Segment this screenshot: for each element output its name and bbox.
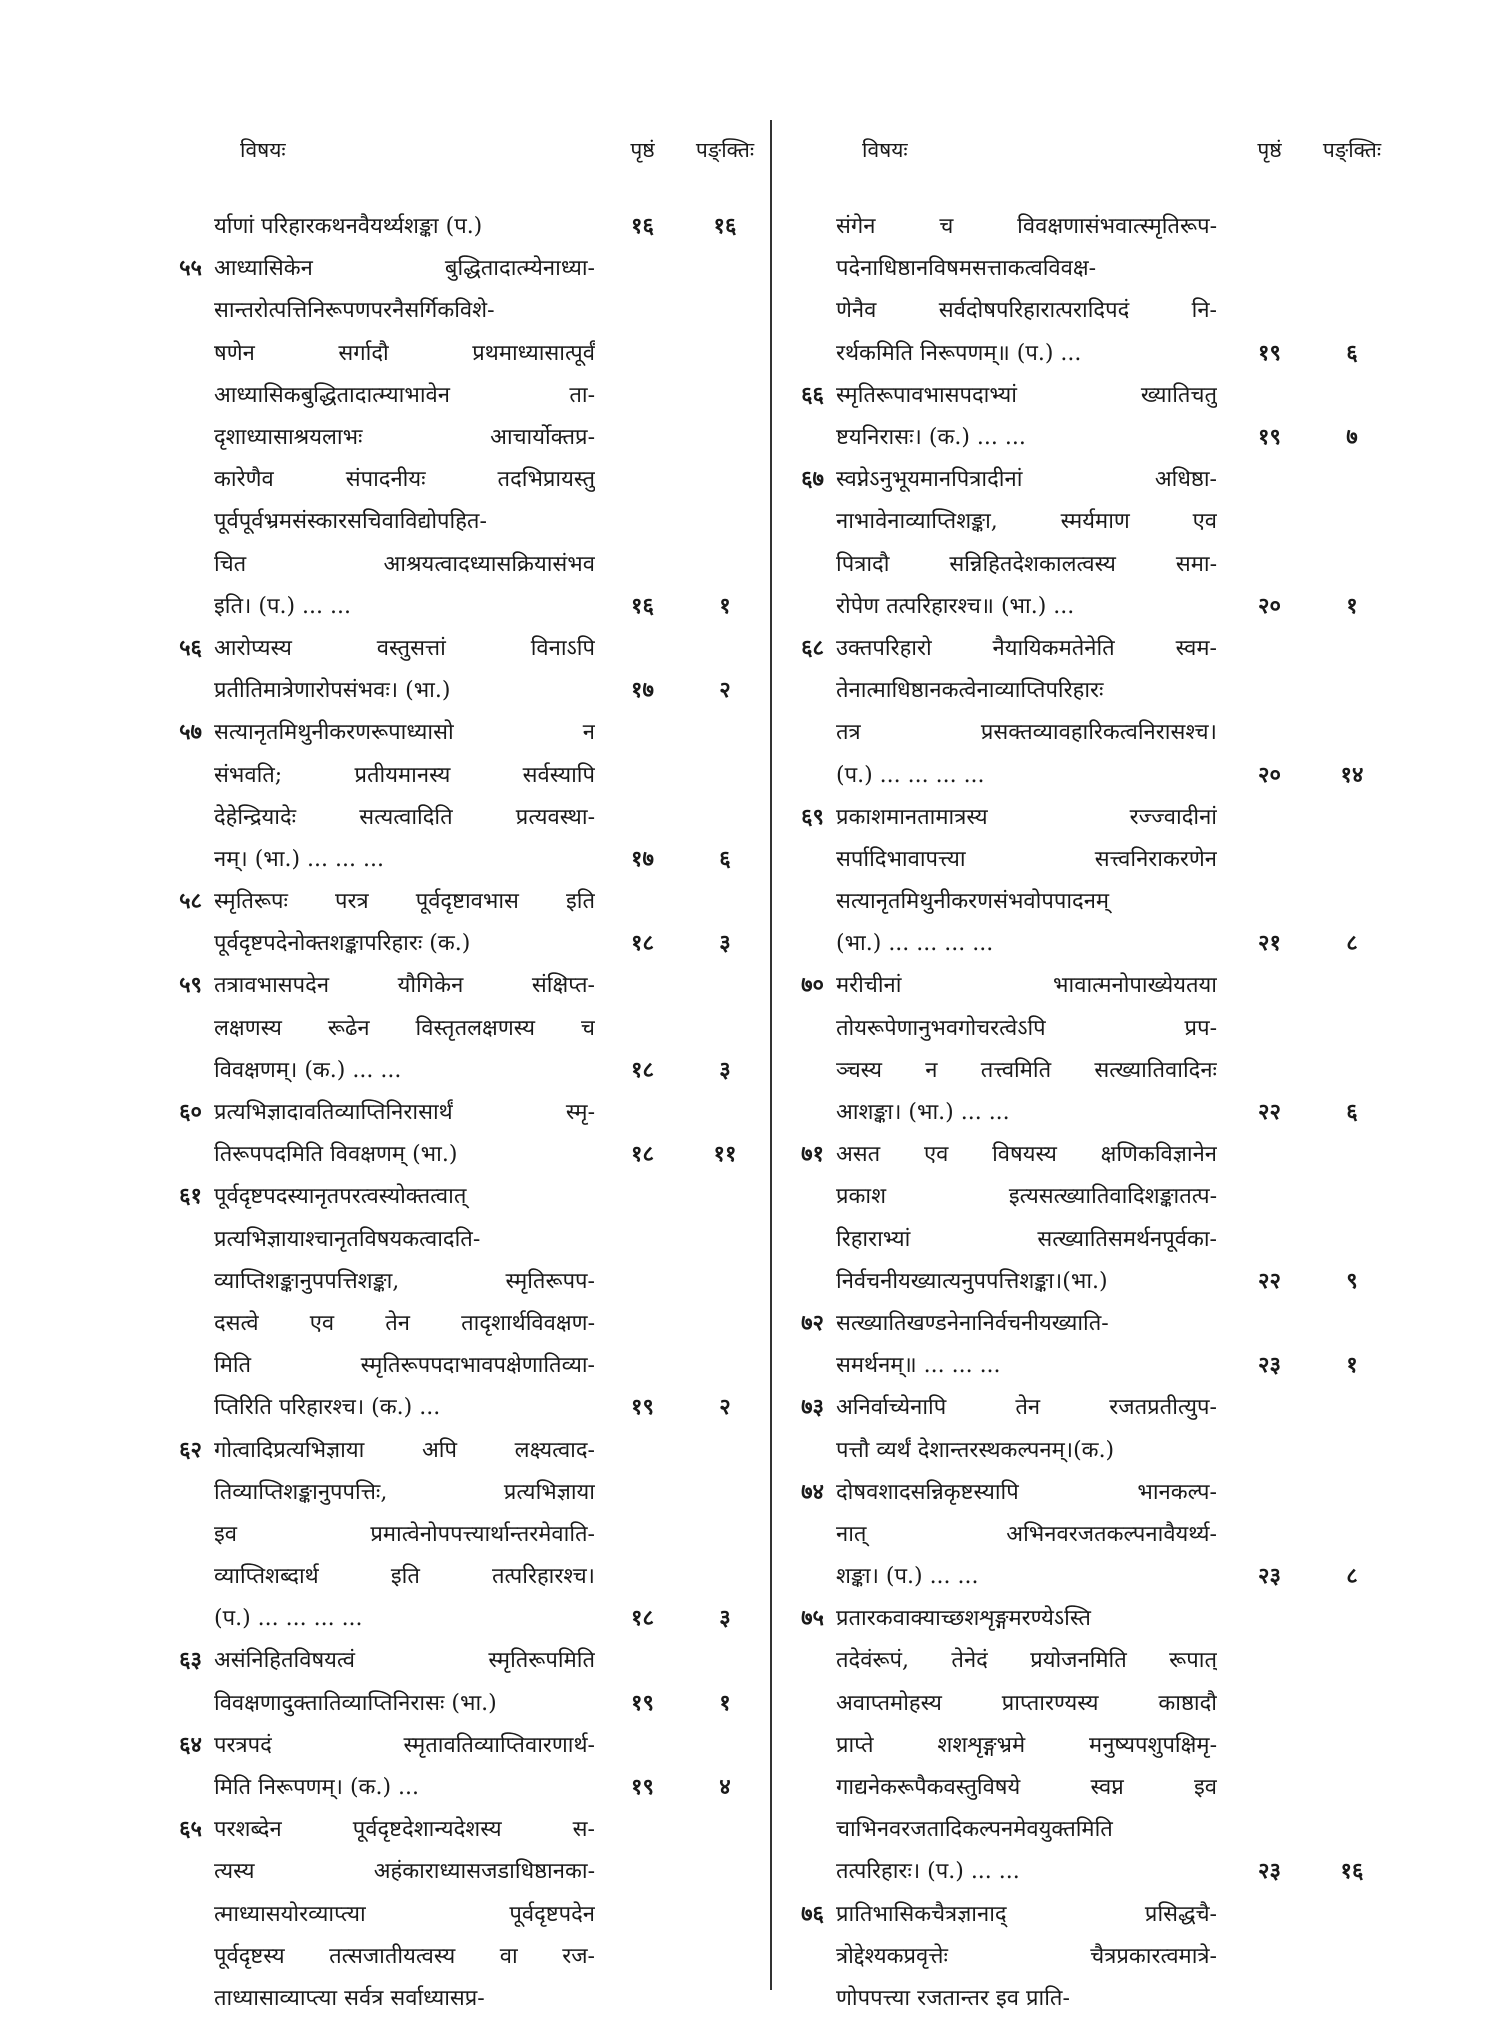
page-number: १८ <box>631 930 654 957</box>
entry-line <box>140 1132 760 1174</box>
entry-line <box>140 288 760 330</box>
page-number: १९ <box>631 1394 654 1421</box>
page-number: २३ <box>1258 1352 1281 1379</box>
entry-text: गाद्यनेकरूपैकवस्तुविषये स्वप्न इव <box>836 1775 1217 1801</box>
entry-text: षणेन सर्गादौ प्रथमाध्यासात्पूर्वं <box>214 340 595 366</box>
entry-text: चाभिनवरजतादिकल्पनमेवयुक्तमिति <box>836 1817 1113 1843</box>
page-number: २० <box>1258 761 1281 788</box>
line-number: ७ <box>1346 424 1358 451</box>
entry-line <box>140 1723 760 1765</box>
entry-line <box>782 837 1382 879</box>
entry-line <box>140 1090 760 1132</box>
entry-number: ६४ <box>179 1731 202 1758</box>
entry-line <box>782 1048 1382 1090</box>
page-number: १८ <box>631 1056 654 1083</box>
line-number: ३ <box>719 1056 731 1083</box>
entry-text: सत्यानृतमिथुनीकरणसंभवोपपादनम् <box>836 889 1110 915</box>
entry-line <box>140 373 760 415</box>
page-number: १९ <box>1258 339 1281 366</box>
entry-number: ५५ <box>179 255 202 282</box>
entry-line <box>140 542 760 584</box>
line-number: ८ <box>1346 930 1358 957</box>
entry-text: तोयरूपेणानुभवगोचरत्वेऽपि प्रप- <box>836 1015 1217 1041</box>
page-number: १९ <box>631 1774 654 1801</box>
entry-line <box>782 1512 1382 1554</box>
entry-line <box>782 1427 1382 1469</box>
line-number: २ <box>719 677 731 704</box>
entry-text: परत्रपदं स्मृतावतिव्याप्तिवारणार्थ- <box>214 1732 595 1758</box>
entry-line <box>782 710 1382 752</box>
entry-text: रर्थकमिति निरूपणम्॥ (प.) ... <box>836 340 1082 366</box>
left-entries <box>140 204 760 2018</box>
entry-text: पूर्वपूर्वभ्रमसंस्कारसचिवाविद्योपहित- <box>214 509 487 535</box>
entry-text: स्मृतिरूपः परत्र पूर्वदृष्टावभास इति <box>214 889 595 915</box>
entry-text: तत्रावभासपदेन यौगिकेन संक्षिप्त- <box>214 973 595 999</box>
page-number: २१ <box>1258 930 1281 957</box>
entry-text: प्तिरिति परिहारश्च। (क.) ... <box>214 1395 441 1421</box>
entry-text: त्माध्यासयोरव्याप्त्या पूर्वदृष्टपदेन <box>214 1901 595 1927</box>
entry-text: कारेणैव संपादनीयः तदभिप्रायस्तु <box>214 467 595 493</box>
line-heading: पङ्क्तिः <box>1322 138 1382 162</box>
entry-line <box>140 668 760 710</box>
entry-line <box>140 1554 760 1596</box>
entry-text: त्रोद्देश्यकप्रवृत्तेः चैत्रप्रकारत्वमात्रे- <box>836 1943 1217 1969</box>
line-number: १४ <box>1340 761 1364 788</box>
entry-line <box>140 1596 760 1638</box>
entry-line <box>782 879 1382 921</box>
entry-text: देहेन्द्रियादेः सत्यत्वादिति प्रत्यवस्था- <box>214 804 595 830</box>
page-number: १९ <box>631 1689 654 1716</box>
entry-line <box>140 1259 760 1301</box>
entry-text: विवक्षणम्। (क.) ... ... <box>214 1057 402 1083</box>
entry-text: स्वप्नेऽनुभूयमानपित्रादीनां अधिष्ठा- <box>836 467 1217 493</box>
entry-text: पदेनाधिष्ठानविषमसत्ताकत्वविवक्ष- <box>836 256 1097 282</box>
entry-text: विवक्षणादुक्तातिव्याप्तिनिरासः (भा.) <box>214 1690 497 1716</box>
entry-text: चित आश्रयत्वादध्यासक्रियासंभव <box>214 551 595 577</box>
line-number: ३ <box>719 1605 731 1632</box>
entry-line <box>782 1554 1382 1596</box>
entry-line <box>140 626 760 668</box>
entry-line <box>782 204 1382 246</box>
entry-text: सत्यानृतमिथुनीकरणरूपाध्यासो न <box>214 720 595 746</box>
entry-line <box>782 1301 1382 1343</box>
entry-text: निर्वचनीयख्यात्यनुपपत्तिशङ्का।(भा.) <box>836 1268 1108 1294</box>
entry-line <box>782 1807 1382 1849</box>
entry-text: अवाप्तमोहस्य प्राप्तारण्यस्य काष्ठादौ <box>836 1690 1217 1716</box>
page-number: १८ <box>631 1605 654 1632</box>
entry-line <box>140 879 760 921</box>
entry-text: दृशाध्यासाश्रयलाभः आचार्योक्तप्र- <box>214 425 595 451</box>
entry-line <box>782 1849 1382 1891</box>
entry-line <box>140 457 760 499</box>
entry-text: अनिर्वाच्येनापि तेन रजतप्रतीत्युप- <box>836 1395 1217 1421</box>
entry-text: ष्टयनिरासः। (क.) ... ... <box>836 425 1026 451</box>
entry-line <box>140 1385 760 1427</box>
entry-text: (प.) ... ... ... ... <box>836 762 985 788</box>
entry-text: समर्थनम्॥ ... ... ... <box>836 1353 1001 1379</box>
entry-line <box>140 963 760 1005</box>
entry-line <box>782 584 1382 626</box>
entry-line <box>782 668 1382 710</box>
entry-line <box>782 415 1382 457</box>
entry-line <box>140 1470 760 1512</box>
entry-text: नाभावेनाव्याप्तिशङ्का, स्मर्यमाण एव <box>836 509 1217 535</box>
entry-line <box>782 1470 1382 1512</box>
entry-line <box>140 1765 760 1807</box>
entry-text: प्रातिभासिकचैत्रज्ञानाद् प्रसिद्धचै- <box>836 1901 1217 1927</box>
entry-text: लक्षणस्य रूढेन विस्तृतलक्षणस्य च <box>214 1015 595 1041</box>
entry-line <box>782 1343 1382 1385</box>
line-number: १ <box>1346 1352 1358 1379</box>
entry-number: ६९ <box>801 803 824 830</box>
entry-text: स्मृतिरूपावभासपदाभ्यां ख्यातिचतु <box>836 382 1217 408</box>
entry-text: इति। (प.) ... ... <box>214 593 351 619</box>
entry-text: मिति निरूपणम्। (क.) ... <box>214 1775 420 1801</box>
entry-text: पत्तौ व्यर्थं देशान्तरस्थकल्पनम्।(क.) <box>836 1437 1115 1463</box>
entry-text: संभवति; प्रतीयमानस्य सर्वस्यापि <box>214 762 595 788</box>
entry-text: तदेवंरूपं, तेनेदं प्रयोजनमिति रूपात् <box>836 1648 1217 1674</box>
entry-text: संगेन च विवक्षणासंभवात्स्मृतिरूप- <box>836 214 1217 240</box>
entry-text: णेनैव सर्वदोषपरिहारात्परादिपदं नि- <box>836 298 1217 324</box>
entry-text: व्याप्तिशङ्कानुपपत्तिशङ्का, स्मृतिरूपप- <box>214 1268 595 1294</box>
entry-line <box>782 1681 1382 1723</box>
entry-text: रोपेण तत्परिहारश्च॥ (भा.) ... <box>836 593 1075 619</box>
entry-line <box>140 415 760 457</box>
line-number: १६ <box>1340 1858 1364 1885</box>
line-number: ८ <box>1346 1563 1358 1590</box>
entry-line <box>140 331 760 373</box>
page-number: १६ <box>631 213 654 240</box>
entry-line <box>782 288 1382 330</box>
subject-heading: विषयः <box>240 138 286 162</box>
entry-number: ५६ <box>179 634 202 661</box>
entry-text: सर्पादिभावापत्त्या सत्त्वनिराकरणेन <box>836 846 1217 872</box>
entry-line <box>782 373 1382 415</box>
entry-text: परशब्देन पूर्वदृष्टदेशान्यदेशस्य स- <box>214 1817 595 1843</box>
entry-text: सत्ख्यातिखण्डनेनानिर्वचनीयख्याति- <box>836 1310 1109 1336</box>
entry-line <box>140 1512 760 1554</box>
entry-text: (भा.) ... ... ... ... <box>836 931 994 957</box>
entry-line <box>782 1892 1382 1934</box>
subject-heading: विषयः <box>862 138 908 162</box>
line-number: १ <box>719 592 731 619</box>
entry-number: ६७ <box>801 466 824 493</box>
page-number: १६ <box>631 592 654 619</box>
entry-text: प्रकाशमानतामात्रस्य रज्ज्वादीनां <box>836 804 1217 830</box>
entry-text: (प.) ... ... ... ... <box>214 1606 363 1632</box>
entry-line <box>782 499 1382 541</box>
entry-number: ६३ <box>179 1647 202 1674</box>
entry-text: आध्यासिकेन बुद्धितादात्म्येनाध्या- <box>214 256 595 282</box>
entry-line <box>140 1006 760 1048</box>
entry-line <box>782 963 1382 1005</box>
entry-text: तत्र प्रसक्तव्यावहारिकत्वनिरासश्च। <box>836 720 1217 746</box>
page-number: १७ <box>631 677 654 704</box>
entry-number: ६८ <box>801 634 824 661</box>
entry-number: ५८ <box>179 888 202 915</box>
line-number: ११ <box>713 1141 737 1168</box>
line-number: १६ <box>713 213 737 240</box>
entry-text: असंनिहितविषयत्वं स्मृतिरूपमिति <box>214 1648 595 1674</box>
line-number: ६ <box>719 845 731 872</box>
entry-text: तत्परिहारः। (प.) ... ... <box>836 1859 1020 1885</box>
line-number: ९ <box>1346 1267 1358 1294</box>
line-number: १ <box>1346 592 1358 619</box>
entry-number: ७३ <box>801 1394 824 1421</box>
entry-number: ६१ <box>179 1183 202 1210</box>
entry-line <box>140 1638 760 1680</box>
entry-line <box>140 921 760 963</box>
entry-line <box>782 246 1382 288</box>
entry-number: ५९ <box>179 972 202 999</box>
entry-line <box>782 331 1382 373</box>
entry-line <box>140 1427 760 1469</box>
entry-text: आरोप्यस्य वस्तुसत्तां विनाऽपि <box>214 635 595 661</box>
page-number: १७ <box>631 845 654 872</box>
line-number: ४ <box>719 1774 731 1801</box>
entry-text: आशङ्का। (भा.) ... ... <box>836 1100 1010 1126</box>
entry-line <box>782 626 1382 668</box>
entry-line <box>140 1807 760 1849</box>
entry-line <box>140 1174 760 1216</box>
entry-number: ६२ <box>179 1436 202 1463</box>
entry-text: पूर्वदृष्टस्य तत्सजातीयत्वस्य वा रज- <box>214 1943 595 1969</box>
entry-line <box>140 1849 760 1891</box>
entry-line <box>782 1385 1382 1427</box>
right-header <box>782 128 1382 172</box>
entry-line <box>782 1976 1382 2018</box>
left-header <box>140 128 760 172</box>
entry-text: आध्यासिकबुद्धितादात्म्याभावेन ता- <box>214 382 595 408</box>
entry-number: ७१ <box>801 1141 824 1168</box>
page-number: २३ <box>1258 1563 1281 1590</box>
entry-number: ७६ <box>801 1900 824 1927</box>
entry-text: इव प्रमात्वेनोपपत्त्यार्थान्तरमेवाति- <box>214 1521 595 1547</box>
entry-text: तिव्याप्तिशङ्कानुपपत्तिः, प्रत्यभिज्ञाया <box>214 1479 595 1505</box>
page-number: १९ <box>1258 424 1281 451</box>
entry-line <box>782 1174 1382 1216</box>
entry-text: प्राप्ते शशशृङ्गभ्रमे मनुष्यपशुपक्षिमृ- <box>836 1732 1217 1758</box>
entry-line <box>140 1343 760 1385</box>
entry-line <box>782 795 1382 837</box>
entry-line <box>140 1976 760 2018</box>
entry-text: मिति स्मृतिरूपपदाभावपक्षेणातिव्या- <box>214 1353 595 1379</box>
entry-text: मरीचीनां भावात्मनोपाख्येयतया <box>836 973 1217 999</box>
line-number: २ <box>719 1394 731 1421</box>
entry-line <box>140 1217 760 1259</box>
entry-text: शङ्का। (प.) ... ... <box>836 1564 979 1590</box>
entry-line <box>140 204 760 246</box>
entry-text: णोपपत्त्या रजतान्तर इव प्राति- <box>836 1985 1070 2011</box>
entry-text: असत एव विषयस्य क्षणिकविज्ञानेन <box>836 1142 1217 1168</box>
entry-text: सान्तरोत्पत्तिनिरूपणपरनैसर्गिकविशे- <box>214 298 495 324</box>
column-divider <box>770 120 772 1990</box>
entry-line <box>782 542 1382 584</box>
entry-number: ६० <box>179 1099 202 1126</box>
page-number: १८ <box>631 1141 654 1168</box>
entry-number: ६६ <box>801 381 824 408</box>
entry-text: तिरूपपदमिति विवक्षणम् (भा.) <box>214 1142 458 1168</box>
entry-text: प्रत्यभिज्ञायाश्चानृतविषयकत्वादति- <box>214 1226 481 1252</box>
entry-text: तेनात्माधिष्ठानकत्वेनाव्याप्तिपरिहारः <box>836 678 1104 704</box>
left-column <box>140 128 760 2018</box>
entry-line <box>782 1934 1382 1976</box>
entry-line <box>782 1132 1382 1174</box>
page-heading: पृष्ठं <box>1257 138 1282 162</box>
entry-text: पित्रादौ सन्निहितदेशकालत्वस्य समा- <box>836 551 1217 577</box>
entry-text: नात् अभिनवरजतकल्पनावैयर्थ्य- <box>836 1521 1217 1547</box>
entry-number: ७४ <box>801 1478 824 1505</box>
line-heading: पङ्क्तिः <box>695 138 755 162</box>
entry-text: दोषवशादसन्निकृष्टस्यापि भानकल्प- <box>836 1479 1217 1505</box>
line-number: ३ <box>719 930 731 957</box>
entry-text: पूर्वदृष्टपदस्यानृतपरत्वस्योक्तत्वात् <box>214 1184 467 1210</box>
entry-text: र्याणां परिहारकथनवैयर्थ्यशङ्का (प.) <box>214 214 483 240</box>
entry-line <box>782 1090 1382 1132</box>
entry-line <box>782 921 1382 963</box>
entry-text: त्यस्य अहंकाराध्यासजडाधिष्ठानका- <box>214 1859 595 1885</box>
right-entries <box>782 204 1382 2018</box>
entry-line <box>140 1301 760 1343</box>
entry-line <box>782 1259 1382 1301</box>
right-column <box>782 128 1382 2018</box>
entry-number: ५७ <box>179 719 202 746</box>
entry-text: उक्तपरिहारो नैयायिकमतेनेति स्वम- <box>836 635 1217 661</box>
line-number: ६ <box>1346 1099 1358 1126</box>
entry-line <box>782 752 1382 794</box>
entry-text: प्रतीतिमात्रेणारोपसंभवः। (भा.) <box>214 678 451 704</box>
entry-line <box>782 1765 1382 1807</box>
entry-line <box>140 1048 760 1090</box>
entry-text: पूर्वदृष्टपदेनोक्तशङ्कापरिहारः (क.) <box>214 931 471 957</box>
entry-number: ६५ <box>179 1816 202 1843</box>
entry-text: ञ्चस्य न तत्त्वमिति सत्ख्यातिवादिनः <box>836 1057 1217 1083</box>
entry-text: प्रकाश इत्यसत्ख्यातिवादिशङ्कातत्प- <box>836 1184 1217 1210</box>
entry-line <box>140 1892 760 1934</box>
entry-text: दसत्वे एव तेन तादृशार्थविवक्षण- <box>214 1310 595 1336</box>
entry-number: ७२ <box>801 1309 824 1336</box>
line-number: १ <box>719 1689 731 1716</box>
page-number: २२ <box>1258 1267 1281 1294</box>
entry-line <box>782 457 1382 499</box>
entry-line <box>140 752 760 794</box>
entry-line <box>140 795 760 837</box>
entry-line <box>782 1596 1382 1638</box>
page-number: २० <box>1258 592 1281 619</box>
entry-text: रिहाराभ्यां सत्ख्यातिसमर्थनपूर्वका- <box>836 1226 1217 1252</box>
entry-line <box>140 710 760 752</box>
entry-line <box>140 246 760 288</box>
entry-text: व्याप्तिशब्दार्थ इति तत्परिहारश्च। <box>214 1564 595 1590</box>
entry-line <box>782 1006 1382 1048</box>
entry-line <box>140 584 760 626</box>
line-number: ६ <box>1346 339 1358 366</box>
entry-line <box>140 1934 760 1976</box>
entry-number: ७० <box>801 972 824 999</box>
entry-line <box>140 1681 760 1723</box>
entry-line <box>782 1723 1382 1765</box>
page-number: २३ <box>1258 1858 1281 1885</box>
entry-line <box>782 1217 1382 1259</box>
entry-text: प्रत्यभिज्ञादावतिव्याप्तिनिरासार्थं स्मृ- <box>214 1100 595 1126</box>
entry-line <box>140 499 760 541</box>
entry-line <box>140 837 760 879</box>
entry-line <box>782 1638 1382 1680</box>
entry-number: ७५ <box>801 1605 824 1632</box>
page-number: २२ <box>1258 1099 1281 1126</box>
page-heading: पृष्ठं <box>630 138 655 162</box>
entry-text: नम्। (भा.) ... ... ... <box>214 846 384 872</box>
entry-text: ताध्यासाव्याप्त्या सर्वत्र सर्वाध्यासप्र- <box>214 1985 485 2011</box>
entry-text: गोत्वादिप्रत्यभिज्ञाया अपि लक्ष्यत्वाद- <box>214 1437 595 1463</box>
entry-text: प्रतारकवाक्याच्छशशृङ्गमरण्येऽस्ति <box>836 1606 1091 1632</box>
